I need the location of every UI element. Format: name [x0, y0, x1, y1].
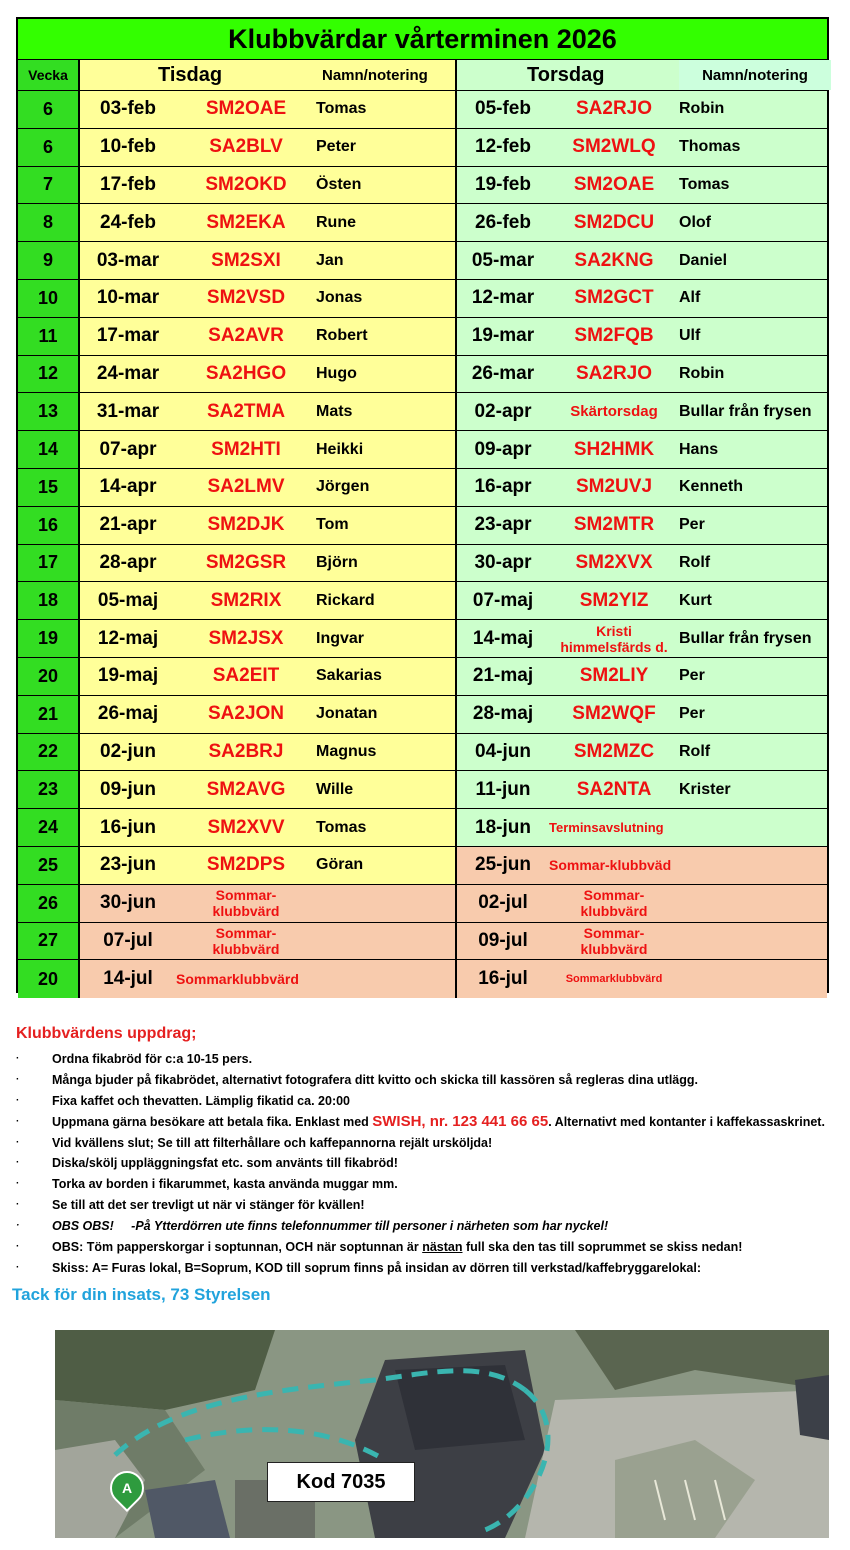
date: 03-feb — [100, 98, 156, 120]
table-row — [18, 507, 827, 545]
map-graphic — [55, 1330, 829, 1538]
tuesday-cell — [80, 582, 457, 619]
host-name: Daniel — [679, 251, 728, 269]
duty-item: · Fixa kaffet och thevatten. Lämplig fikatid ca. 20:00 — [16, 1091, 850, 1112]
week-number: 14 — [18, 431, 80, 468]
tuesday-cell — [80, 167, 457, 204]
host-name: Jonatan — [316, 705, 378, 723]
week-number: 8 — [18, 204, 80, 241]
date: 19-maj — [97, 665, 159, 687]
thursday-cell — [457, 204, 827, 241]
bullet-icon: · — [16, 1220, 20, 1232]
callsign: SM2RIX — [210, 589, 282, 611]
week-number: 16 — [18, 507, 80, 544]
callsign: SM2DCU — [573, 211, 655, 233]
date: 02-apr — [474, 400, 532, 422]
week-number: 26 — [18, 885, 80, 922]
duty-item-swish: · Uppmana gärna besökare att betala fika. Enklast med SWISH, nr. 123 441 66 65. Alternativt med kontanter i kaffekassaskrinet. — [16, 1112, 850, 1133]
tuesday-cell — [80, 393, 457, 430]
thursday-cell — [457, 129, 827, 166]
date: 23-jun — [100, 854, 156, 876]
header-thursday-label: Torsdag — [527, 63, 605, 86]
date: 21-apr — [99, 514, 157, 536]
schedule-title: Klubbvärdar vårterminen 2026 — [18, 19, 827, 60]
thursday-cell — [457, 923, 827, 960]
header-thursday — [457, 60, 827, 90]
date: 05-feb — [475, 98, 531, 120]
bullet-icon: · — [16, 1199, 20, 1211]
duty-item: · Se till att det ser trevligt ut när vi stänger för kvällen! — [16, 1195, 850, 1216]
date: 09-jul — [478, 929, 528, 951]
host-name: Tomas — [679, 175, 730, 193]
host-name: Kenneth — [679, 478, 743, 496]
swish-number: SWISH, nr. 123 441 66 65 — [372, 1112, 549, 1130]
thursday-cell — [457, 393, 827, 430]
table-row — [18, 280, 827, 318]
host-name: Peter — [316, 138, 357, 156]
callsign: SM2OAE — [573, 173, 655, 195]
thursday-cell — [457, 960, 827, 998]
callsign: SM2WLQ — [572, 136, 656, 158]
thursday-cell — [457, 885, 827, 922]
host-name: Östen — [316, 175, 362, 193]
duty-item: · Ordna fikabröd för c:a 10-15 pers. — [16, 1049, 850, 1070]
callsign: SA2JON — [207, 703, 285, 725]
host-name: Rickard — [316, 591, 375, 609]
host-name: Bullar från frysen — [679, 629, 812, 647]
thursday-cell — [457, 469, 827, 506]
table-row — [18, 771, 827, 809]
date: 07-maj — [472, 589, 534, 611]
host-name: Kurt — [679, 591, 712, 609]
tuesday-cell — [80, 545, 457, 582]
bullet-icon: · — [16, 1178, 20, 1190]
callsign: SM2EKA — [206, 211, 286, 233]
tuesday-cell — [80, 469, 457, 506]
table-row — [18, 431, 827, 469]
week-number: 25 — [18, 847, 80, 884]
tuesday-cell — [80, 885, 457, 922]
table-row — [18, 242, 827, 280]
door-code-label: Kod 7035 — [267, 1462, 415, 1502]
bullet-icon: · — [16, 1136, 20, 1148]
header-row — [18, 60, 827, 91]
bullet-icon: · — [16, 1241, 20, 1253]
bullet-icon: · — [16, 1157, 20, 1169]
table-row — [18, 469, 827, 507]
tuesday-cell — [80, 356, 457, 393]
duty-item: · Diska/skölj uppläggningsfat etc. som använts till fikabröd! — [16, 1153, 850, 1174]
date: 05-mar — [471, 249, 535, 271]
header-week: Vecka — [18, 60, 80, 90]
week-number: 6 — [18, 91, 80, 128]
date: 24-mar — [96, 362, 160, 384]
duty-item: · Torka av borden i fikarummet, kasta använda muggar mm. — [16, 1174, 850, 1195]
tuesday-cell — [80, 318, 457, 355]
callsign: SM2GSR — [205, 551, 287, 573]
callsign: SM2DJK — [207, 514, 285, 536]
thursday-cell — [457, 734, 827, 771]
date: 02-jun — [100, 740, 156, 762]
table-row — [18, 809, 827, 847]
date: 23-apr — [474, 514, 532, 536]
host-name: Olof — [679, 213, 711, 231]
host-name: Rune — [316, 213, 356, 231]
date: 30-apr — [474, 551, 532, 573]
thursday-cell — [457, 91, 827, 128]
date: 24-feb — [100, 211, 156, 233]
event-note: Sommar-klubbväd — [549, 857, 672, 874]
tuesday-cell — [80, 242, 457, 279]
week-number: 7 — [18, 167, 80, 204]
date: 14-apr — [99, 476, 157, 498]
table-row — [18, 204, 827, 242]
table-row — [18, 960, 827, 998]
tuesday-cell — [80, 431, 457, 468]
week-number: 9 — [18, 242, 80, 279]
tuesday-cell — [80, 734, 457, 771]
callsign: SA2NTA — [576, 778, 652, 800]
thursday-cell — [457, 696, 827, 733]
table-row — [18, 167, 827, 205]
callsign: Kristi himmelsfärds d. — [560, 622, 668, 655]
table-row — [18, 545, 827, 583]
date: 14-jul — [103, 968, 153, 990]
thursday-cell — [457, 242, 827, 279]
callsign: SA2BRJ — [208, 740, 284, 762]
host-name: Per — [679, 667, 705, 685]
host-name: Per — [679, 705, 705, 723]
host-name: Hans — [679, 440, 719, 458]
duties-title: Klubbvärdens uppdrag; — [16, 1025, 197, 1042]
thursday-cell — [457, 318, 827, 355]
tuesday-cell — [80, 129, 457, 166]
table-row — [18, 658, 827, 696]
date: 17-mar — [96, 325, 160, 347]
week-number: 17 — [18, 545, 80, 582]
date: 07-apr — [99, 438, 157, 460]
tuesday-cell — [80, 771, 457, 808]
callsign: SM2YIZ — [579, 589, 649, 611]
week-number: 27 — [18, 923, 80, 960]
table-row — [18, 393, 827, 431]
host-name: Robin — [679, 364, 725, 382]
thursday-cell — [457, 582, 827, 619]
week-number: 19 — [18, 620, 80, 657]
duty-item: · Vid kvällens slut; Se till att filterhållare och kaffepannorna rejält ursköljda! — [16, 1133, 850, 1154]
tuesday-cell — [80, 960, 457, 998]
tuesday-cell — [80, 658, 457, 695]
host-name: Wille — [316, 780, 354, 798]
callsign: SM2DPS — [206, 854, 286, 876]
date: 28-maj — [472, 703, 534, 725]
callsign: SM2SXI — [211, 249, 281, 271]
date: 16-apr — [474, 476, 532, 498]
event-note: Terminsavslutning — [549, 820, 664, 836]
host-name: Jan — [316, 251, 344, 269]
thursday-cell — [457, 847, 827, 884]
tuesday-cell — [80, 204, 457, 241]
table-row — [18, 318, 827, 356]
date: 07-jul — [103, 929, 153, 951]
location-pin-icon: A — [103, 1464, 151, 1512]
host-name: Thomas — [679, 138, 741, 156]
thanks-text: Tack för din insats, 73 Styrelsen — [12, 1285, 271, 1304]
date: 09-jun — [100, 778, 156, 800]
duty-item-obs: · OBS OBS! -På Ytterdörren ute finns telefonnummer till personer i närheten som har nyckel! — [16, 1216, 850, 1237]
date: 04-jun — [475, 740, 531, 762]
table-row — [18, 91, 827, 129]
date: 03-mar — [96, 249, 160, 271]
host-name: Göran — [316, 856, 364, 874]
callsign: SA2BLV — [209, 136, 283, 158]
callsign: SA2RJO — [575, 98, 653, 120]
tuesday-cell — [80, 91, 457, 128]
header-thursday-note: Namn/notering — [679, 60, 831, 90]
table-row — [18, 129, 827, 167]
date: 18-jun — [475, 816, 531, 838]
date: 26-mar — [471, 362, 535, 384]
bullet-icon: · — [16, 1073, 20, 1085]
callsign: SM2XVV — [207, 816, 285, 838]
callsign: SA2TMA — [206, 400, 286, 422]
table-row — [18, 885, 827, 923]
host-name: Per — [679, 516, 705, 534]
host-name: Rolf — [679, 553, 711, 571]
duty-item: · Många bjuder på fikabrödet, alternativt fotografera ditt kvitto och skicka till kassören så regleras dina utlägg. — [16, 1070, 850, 1091]
callsign: SM2HTI — [211, 438, 281, 460]
header-tuesday-note: Namn/notering — [322, 66, 428, 84]
table-row — [18, 923, 827, 961]
week-number: 11 — [18, 318, 80, 355]
thursday-cell — [457, 620, 827, 657]
callsign: SA2EIT — [212, 665, 280, 687]
event-note: Sommarklubbvärd — [176, 971, 299, 988]
callsign: SM2MZC — [573, 740, 655, 762]
duties-section — [16, 1025, 850, 1279]
date: 19-mar — [471, 325, 535, 347]
date: 19-feb — [475, 173, 531, 195]
callsign: SH2HMK — [573, 438, 655, 460]
host-name: Tomas — [316, 818, 367, 836]
date: 05-maj — [97, 589, 159, 611]
callsign: Sommar- klubbvärd — [212, 924, 280, 957]
host-name: Magnus — [316, 742, 377, 760]
week-number: 6 — [18, 129, 80, 166]
tuesday-cell — [80, 507, 457, 544]
date: 16-jul — [478, 968, 528, 990]
thursday-cell — [457, 280, 827, 317]
host-name: Björn — [316, 553, 358, 571]
date: 31-mar — [96, 400, 160, 422]
callsign: SA2KNG — [574, 249, 654, 271]
callsign: SA2HGO — [205, 362, 287, 384]
schedule-rows — [18, 91, 827, 998]
header-tuesday — [80, 60, 457, 90]
host-name: Mats — [316, 402, 353, 420]
bullet-icon: · — [16, 1053, 20, 1064]
host-name: Krister — [679, 780, 731, 798]
date: 21-maj — [472, 665, 534, 687]
callsign: SM2AVG — [206, 778, 286, 800]
tuesday-cell — [80, 620, 457, 657]
thursday-cell — [457, 507, 827, 544]
week-number: 24 — [18, 809, 80, 846]
host-name: Jonas — [316, 289, 363, 307]
callsign: SM2OKD — [205, 173, 287, 195]
week-number: 10 — [18, 280, 80, 317]
date: 16-jun — [100, 816, 156, 838]
callsign: SM2JSX — [208, 627, 284, 649]
callsign: SM2MTR — [573, 514, 655, 536]
duty-item-trash: · OBS: Töm papperskorgar i soptunnan, OCH när soptunnan är nästan full ska den tas till soprummet se skiss nedan! — [16, 1237, 850, 1258]
host-name: Robert — [316, 327, 368, 345]
week-number: 22 — [18, 734, 80, 771]
host-name: Bullar från frysen — [679, 402, 812, 420]
week-number: 20 — [18, 658, 80, 695]
thursday-cell — [457, 167, 827, 204]
callsign: Sommar- klubbvärd — [580, 887, 648, 920]
date: 12-mar — [471, 287, 535, 309]
callsign: SA2RJO — [575, 362, 653, 384]
date: 10-mar — [96, 287, 160, 309]
header-tuesday-label: Tisdag — [158, 63, 223, 86]
host-name: Sakarias — [316, 667, 382, 685]
aerial-map — [55, 1330, 829, 1538]
host-name: Tom — [316, 516, 349, 534]
date: 26-feb — [475, 211, 531, 233]
thursday-cell — [457, 356, 827, 393]
date: 26-maj — [97, 703, 159, 725]
bullet-icon: · — [16, 1094, 20, 1106]
bullet-icon: · — [16, 1115, 20, 1127]
callsign: Sommar- klubbvärd — [580, 924, 648, 957]
week-number: 15 — [18, 469, 80, 506]
week-number: 12 — [18, 356, 80, 393]
thursday-cell — [457, 545, 827, 582]
table-row — [18, 734, 827, 772]
table-row — [18, 696, 827, 734]
host-name: Robin — [679, 100, 725, 118]
week-number: 20 — [18, 960, 80, 998]
host-name: Hugo — [316, 364, 357, 382]
date: 28-apr — [99, 551, 157, 573]
thursday-cell — [457, 431, 827, 468]
date: 12-maj — [97, 627, 159, 649]
callsign: SA2LMV — [207, 476, 285, 498]
tuesday-cell — [80, 847, 457, 884]
callsign: SM2LIY — [579, 665, 649, 687]
date: 09-apr — [474, 438, 532, 460]
callsign: SM2XVX — [575, 551, 653, 573]
host-name: Rolf — [679, 742, 711, 760]
thursday-cell — [457, 771, 827, 808]
tuesday-cell — [80, 280, 457, 317]
table-row — [18, 356, 827, 394]
tuesday-cell — [80, 809, 457, 846]
week-number: 21 — [18, 696, 80, 733]
week-number: 18 — [18, 582, 80, 619]
duties-list — [16, 1049, 850, 1279]
callsign: SM2WQF — [572, 703, 656, 725]
callsign: SA2AVR — [208, 325, 284, 347]
host-name: Ulf — [679, 327, 701, 345]
date: 25-jun — [475, 854, 531, 876]
date: 10-feb — [100, 136, 156, 158]
callsign: SM2UVJ — [575, 476, 653, 498]
week-number: 23 — [18, 771, 80, 808]
host-name: Tomas — [316, 100, 367, 118]
date: 30-jun — [100, 892, 156, 914]
bullet-icon: · — [16, 1261, 20, 1273]
date: 11-jun — [475, 778, 531, 800]
tuesday-cell — [80, 696, 457, 733]
tuesday-cell — [80, 923, 457, 960]
thursday-cell — [457, 809, 827, 846]
host-name: Heikki — [316, 440, 364, 458]
date: 02-jul — [478, 892, 528, 914]
week-number: 13 — [18, 393, 80, 430]
host-name: Jörgen — [316, 478, 370, 496]
table-row — [18, 847, 827, 885]
thursday-cell — [457, 658, 827, 695]
callsign: SM2FQB — [574, 325, 654, 347]
date: 14-maj — [472, 627, 534, 649]
table-row — [18, 620, 827, 658]
callsign: SM2VSD — [206, 287, 286, 309]
callsign: SM2GCT — [574, 287, 654, 309]
callsign: SM2OAE — [205, 98, 287, 120]
duty-item: · Skiss: A= Furas lokal, B=Soprum, KOD till soprum finns på insidan av dörren till verkstad/kaffebryggarelokal: — [16, 1258, 850, 1279]
date: 17-feb — [100, 173, 156, 195]
callsign: Skärtorsdag — [570, 403, 658, 421]
date: 12-feb — [475, 136, 531, 158]
table-row — [18, 582, 827, 620]
schedule-table — [16, 17, 829, 993]
callsign: Sommarklubbvärd — [565, 973, 663, 986]
callsign: Sommar- klubbvärd — [212, 887, 280, 920]
host-name: Alf — [679, 289, 701, 307]
host-name: Ingvar — [316, 629, 365, 647]
